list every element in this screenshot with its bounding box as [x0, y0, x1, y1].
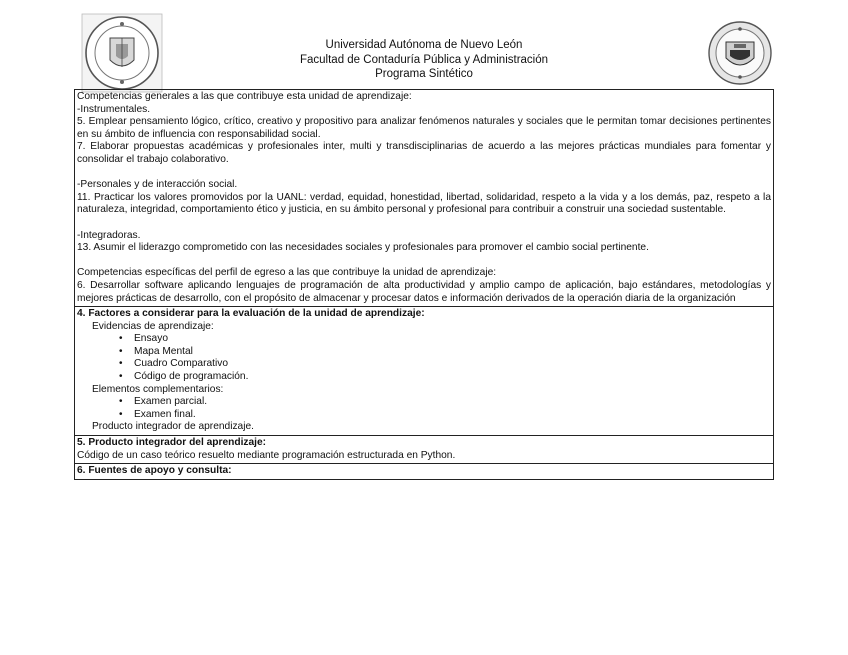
- integradoras-label: -Integradoras.: [77, 229, 141, 241]
- complementario-text: Examen parcial.: [134, 396, 208, 408]
- faculty-name: Facultad de Contaduría Pública y Administración: [299, 53, 549, 66]
- producto-text: Código de un caso teórico resuelto mediante programación estructurada en Python.: [77, 449, 456, 461]
- factores-heading: 4. Factores a considerar para la evaluación de la unidad de aprendizaje:: [77, 308, 425, 320]
- complementario-text: Examen final.: [134, 408, 196, 420]
- list-item: [77, 358, 771, 371]
- competencia-item: 6. Desarrollar software aplicando lenguajes de programación de alta productividad y amplio campo de aplicación, bajo estándares, metodologías y mejores prácticas de desarrollo, con el propósito de almacenar y procesar datos e información derivados de la operación diaria de la organización: [77, 279, 771, 304]
- program-title: Programa Sintético: [375, 68, 473, 80]
- evidencias-list: [77, 333, 771, 383]
- competencias-heading: Competencias generales a las que contribuye esta unidad de aprendizaje:: [77, 91, 412, 102]
- fuentes-heading: 6. Fuentes de apoyo y consulta:: [77, 465, 232, 477]
- especificas-heading: Competencias específicas del perfil de egreso a las que contribuye la unidad de aprendizaje:: [77, 267, 497, 279]
- competencia-item: 5. Emplear pensamiento lógico, crítico, creativo y propositivo para analizar fenómenos naturales y sociales que le permitan tomar decisiones pertinentes en su ámbito de influencia con responsabilidad social.: [77, 116, 771, 140]
- program-table: [74, 89, 774, 480]
- competencias-cell: [75, 90, 773, 307]
- list-item: [77, 409, 771, 422]
- producto-heading: 5. Producto integrador del aprendizaje:: [77, 437, 267, 449]
- spacer: [77, 217, 771, 230]
- factores-cell: [75, 307, 773, 436]
- university-name: Universidad Autónoma de Nuevo León: [325, 39, 523, 51]
- list-item: [77, 333, 771, 346]
- evidencia-text: Ensayo: [134, 333, 168, 345]
- evidencias-label: Evidencias de aprendizaje:: [92, 320, 214, 332]
- evidencia-text: Código de programación.: [134, 371, 249, 383]
- uanl-seal-graphic: [80, 12, 164, 94]
- competencia-item: 11. Practicar los valores promovidos por la UANL: verdad, equidad, honestidad, libertad, solidaridad, respeto a la vida y a los demás, paz, respeto a la naturaleza, integridad, comportamiento ético y justicia, en su ámbito personal y profesional para contribuir a construir una sociedad sustentable.: [77, 191, 771, 216]
- facpya-seal-graphic: [704, 20, 776, 86]
- uanl-seal-logo: [80, 12, 164, 99]
- header-titles: [224, 38, 624, 82]
- page-header: [74, 10, 774, 88]
- spacer: [77, 255, 771, 268]
- fuentes-cell: [75, 464, 773, 479]
- complementarios-list: [77, 396, 771, 421]
- competencia-item: 13. Asumir el liderazgo comprometido con las necesidades sociales y profesionales para promover el cambio social pertinente.: [77, 242, 649, 254]
- personales-label: -Personales y de interacción social.: [77, 179, 238, 191]
- competencia-item: 7. Elaborar propuestas académicas y profesionales inter, multi y transdisciplinarias de acuerdo a las mejores prácticas mundiales para fomentar y consolidar el trabajo colaborativo.: [77, 141, 771, 165]
- instrumentales-label: -Instrumentales.: [77, 103, 151, 115]
- list-item: [77, 371, 771, 384]
- evidencia-text: Cuadro Comparativo: [134, 358, 228, 370]
- facpya-seal-logo: [704, 20, 776, 91]
- producto-integrador-label: Producto integrador de aprendizaje.: [92, 421, 254, 433]
- list-item: [77, 346, 771, 359]
- producto-cell: [75, 436, 773, 464]
- list-item: [77, 396, 771, 409]
- evidencia-text: Mapa Mental: [134, 345, 193, 357]
- complementarios-label: Elementos complementarios:: [92, 383, 224, 395]
- spacer: [77, 167, 771, 180]
